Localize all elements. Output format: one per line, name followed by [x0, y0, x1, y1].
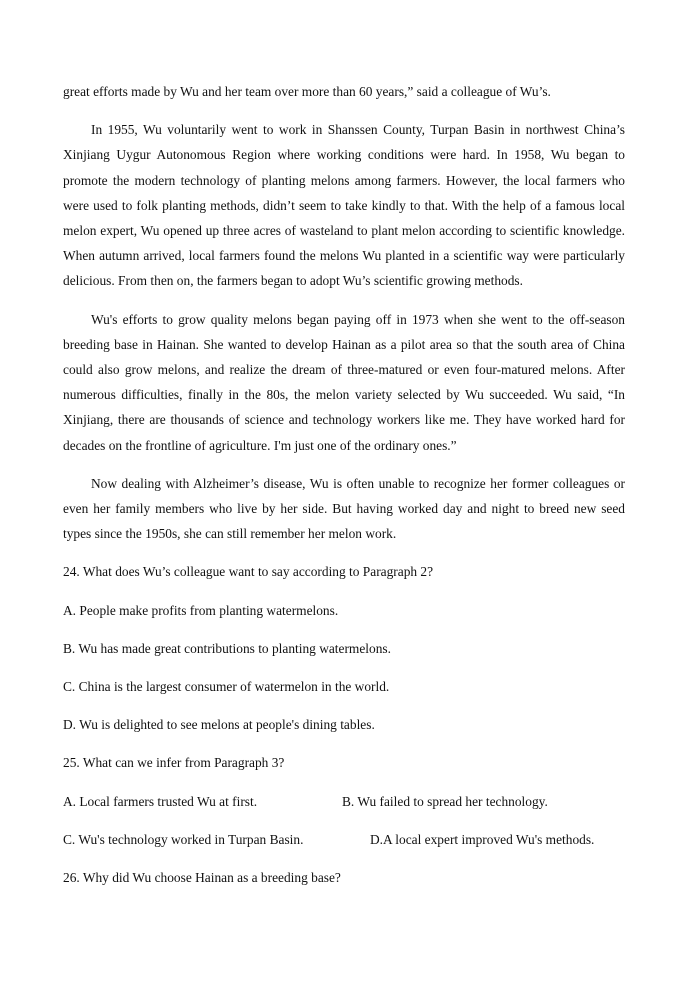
options-row-ab [63, 789, 625, 827]
question-stem: 25. What can we infer from Paragraph 3? [63, 755, 285, 771]
passage-paragraph-5: Now dealing with Alzheimer’s disease, Wu is often unable to recognize her former colleagues or even her family members who live by her side. But having worked day and night to breed new seed types since the 1950s, she can still remember her melon work. [63, 475, 625, 542]
options-row-cd [63, 827, 625, 865]
option-d: D.A local expert improved Wu's methods. [370, 831, 595, 847]
option-c: C. Wu's technology worked in Turpan Basin. [63, 831, 304, 847]
question-24 [63, 559, 625, 750]
option-b: B. Wu has made great contributions to planting watermelons. [63, 640, 391, 656]
option-a: A. Local farmers trusted Wu at first. [63, 793, 258, 809]
passage-paragraph-3: In 1955, Wu voluntarily went to work in Shanssen County, Turpan Basin in northwest China’s Xinjiang Uygur Autonomous Region where working conditions were hard. In 1958, Wu began to promote the modern technology of planting melons among farmers. However, the local farmers who were used to folk planting methods, didn’t seem to take kindly to that. With the help of a famous local melon expert, Wu opened up three acres of wasteland to plant melon according to scientific knowledge. When autumn arrived, local farmers found the melons Wu planted in a scientific way were particularly delicious. From then on, the farmers began to adopt Wu’s scientific growing methods. [63, 122, 625, 289]
option-c: C. China is the largest consumer of watermelon in the world. [63, 679, 390, 695]
question-stem: 24. What does Wu’s colleague want to say according to Paragraph 2? [63, 564, 434, 580]
option-b: B. Wu failed to spread her technology. [342, 793, 548, 809]
question-stem: 26. Why did Wu choose Hainan as a breeding base? [63, 869, 341, 885]
option-d: D. Wu is delighted to see melons at people's dining tables. [63, 717, 375, 733]
question-26 [63, 865, 625, 903]
question-25 [63, 750, 625, 865]
document-page [63, 79, 625, 903]
passage-paragraph-continued: great efforts made by Wu and her team over more than 60 years,” said a colleague of Wu’s. [63, 84, 551, 99]
option-a: A. People make profits from planting watermelons. [63, 602, 339, 618]
passage-paragraph-4: Wu's efforts to grow quality melons began paying off in 1973 when she went to the off-season breeding base in Hainan. She wanted to develop Hainan as a pilot area so that the south area of China could also grow melons, and realize the dream of three-matured or even four-matured melons. After numerous difficulties, finally in the 80s, the melon variety selected by Wu succeeded. Wu said, “In Xinjiang, there are thousands of science and technology workers like me. They have worked hard for decades on the frontline of agriculture. I'm just one of the ordinary ones.” [63, 311, 625, 453]
